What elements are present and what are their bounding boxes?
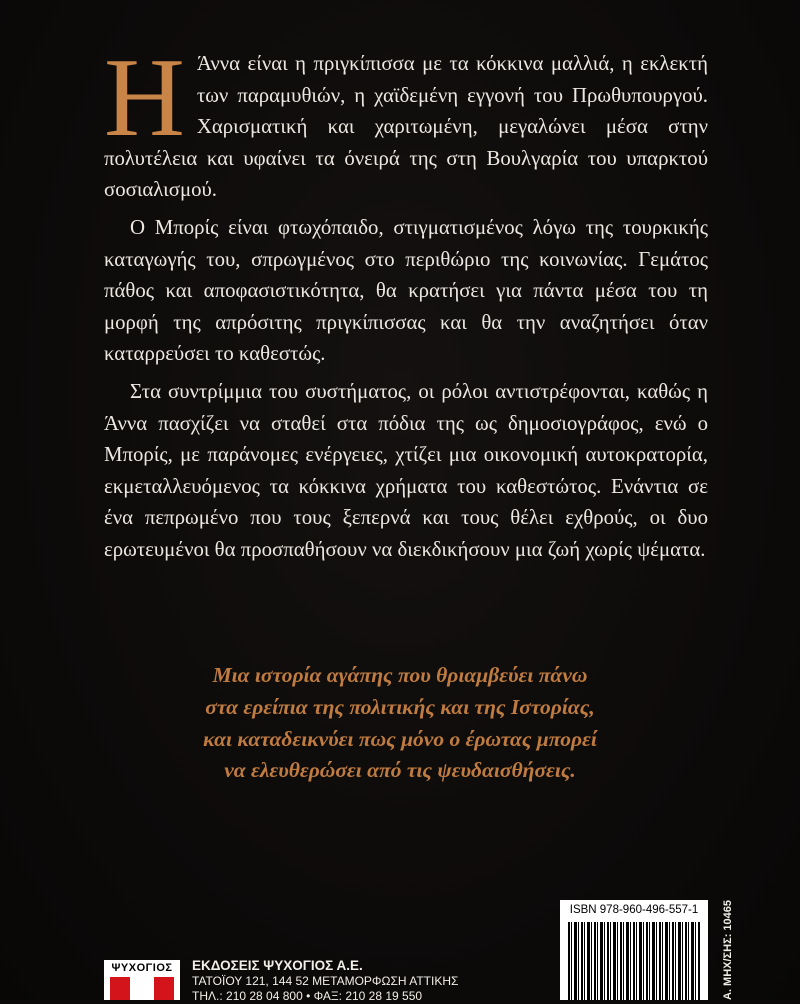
publisher-info xyxy=(192,958,532,1004)
publisher-phone: ΤΗΛ.: 210 28 04 800 • ΦΑΞ: 210 28 19 550 xyxy=(192,989,423,1003)
barcode-icon xyxy=(568,922,700,1000)
registration-number: Α. ΜΗΧ/ΣΗΣ: 10465 xyxy=(722,899,734,1000)
publisher-name: ΕΚΔΟΣΕΙΣ ΨΥΧΟΓΙΟΣ Α.Ε. xyxy=(192,958,363,973)
tagline-line-3: και καταδεικνύει πως μόνο ο έρωτας μπορεί xyxy=(203,726,597,751)
drop-cap: Η xyxy=(104,36,185,160)
logo-mark-inner xyxy=(130,977,154,1000)
tagline xyxy=(100,660,700,787)
blurb-paragraph-1 xyxy=(104,36,708,206)
tagline-line-2: στα ερείπια της πολιτικής και της Ιστορίας, xyxy=(205,694,595,719)
publisher-address: ΤΑΤΟΪΟΥ 121, 144 52 ΜΕΤΑΜΟΡΦΩΣΗ ΑΤΤΙΚΗΣ xyxy=(192,974,459,988)
barcode-label xyxy=(560,900,708,1000)
blurb-text xyxy=(104,36,708,572)
publisher-logo xyxy=(104,960,180,1000)
blurb-paragraph-1-text: Άννα είναι η πριγκίπισσα με τα κόκκινα μαλλιά, η εκλεκτή των παραμυθιών, η χαϊδεμένη εγγονή του Πρωθυπουργού. Χαρισματική και χαριτωμένη, μεγαλώνει μέσα στην πολυτέλεια και υφαίνει τα όνειρά της στη Βουλγαρία του υπαρκτού σοσιαλισμού. xyxy=(104,52,708,202)
blurb-paragraph-2: Ο Μπορίς είναι φτωχόπαιδο, στιγματισμένος λόγω της τουρκικής καταγωγής του, σπρωγμένος στο περιθώριο της κοινωνίας. Γεμάτος πάθος και αποφασιστικότητα, θα κρατήσει για πάντα μέσα του τη μορφή της απρόσιτης πριγκίπισσας και θα την αναζητήσει όταν καταρρεύσει το καθεστώς. xyxy=(104,215,708,366)
tagline-line-1: Μια ιστορία αγάπης που θριαμβεύει πάνω xyxy=(212,663,588,687)
blurb-paragraph-3: Στα συντρίμμια του συστήματος, οι ρόλοι αντιστρέφονται, καθώς η Άννα πασχίζει να σταθεί στα πόδια της ως δημοσιογράφος, ενώ ο Μπορίς, με παράνομες ενέργειες, χτίζει μια οικονομική αυτοκρατορία, εκμεταλλευόμενος τα κόκκινα χρήματα του καθεστώτος. Ενάντια σε ένα πεπρωμένο που τους ξεπερνά και τους θέλει εχθρούς, οι δυο ερωτευμένοι θα προσπαθήσουν να διεκδικήσουν μια ζωή χωρίς ψέματα. xyxy=(104,379,708,561)
logo-text: ΨΥΧΟΓΙΟΣ xyxy=(111,962,173,974)
tagline-line-4: να ελευθερώσει από τις ψευδαισθήσεις. xyxy=(224,758,576,783)
isbn-text: ISBN 978-960-496-557-1 xyxy=(569,904,699,916)
